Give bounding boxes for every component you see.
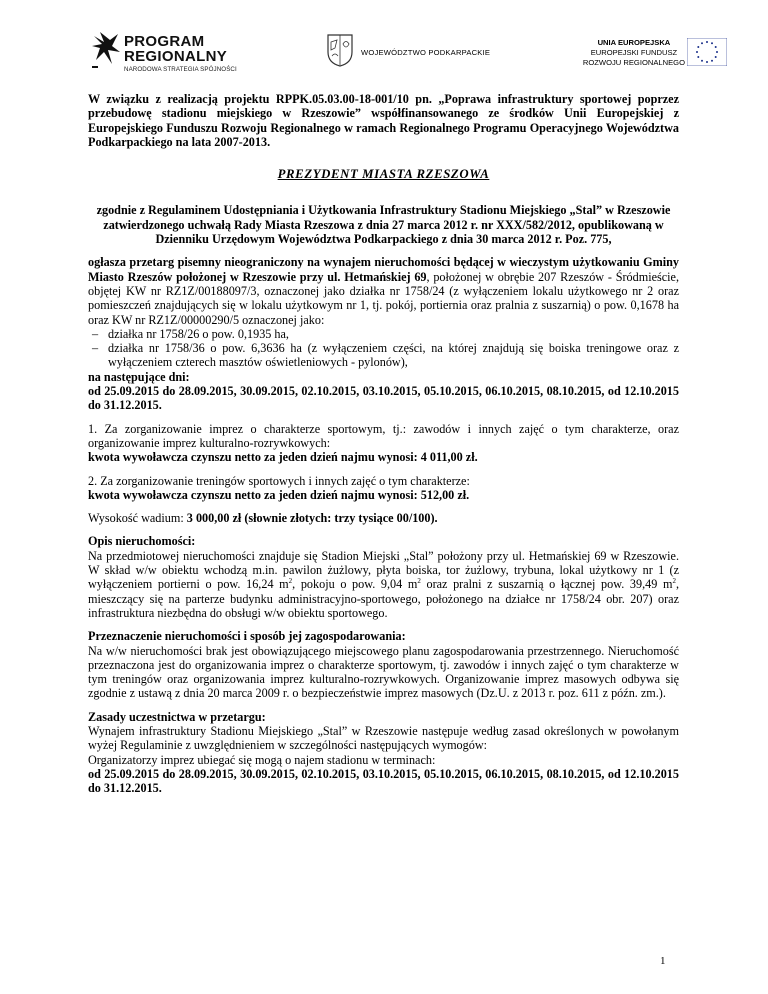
- eu-logo-text: [583, 38, 685, 68]
- description-part-a: Na przedmiotowej nieruchomości znajduje się Stadion Miejski „Stal” położony przy ul. Hetmańskiej 69 w Rzeszowie. W skład w/w obiektu wchodzą m.in. pawilon żużlowy, płyta boiska, tor żużlowy, trybuna, lokal użytkowy nr 1 (z wyłączeniem portierni o pow. 16,24 m: [88, 548, 679, 592]
- superscript-2: 2: [672, 577, 676, 586]
- rental-dates: od 25.09.2015 do 28.09.2015, 30.09.2015, 02.10.2015, 03.10.2015, 05.10.2015, 06.10.2015, 08.10.2015, od 12.10.2015 do 31.12.2015.: [88, 384, 679, 413]
- voivodeship-logo-text: WOJEWÓDZTWO PODKARPACKIE: [361, 48, 491, 57]
- rules-heading: Zasady uczestnictwa w przetargu:: [88, 709, 266, 724]
- list-item: – działka nr 1758/36 o pow. 6,3636 ha (z wyłączeniem części, na której znajdują się boiska treningowe oraz z wyłączeniem czterech masztów oświetleniowych - pylonów),: [88, 341, 679, 370]
- program-logo-text: [124, 34, 227, 64]
- point1-price: kwota wywoławcza czynszu netto za jeden dzień najmu wynosi: 4 011,00 zł.: [88, 450, 478, 465]
- rules-dates: od 25.09.2015 do 28.09.2015, 30.09.2015, 02.10.2015, 03.10.2015, 05.10.2015, 06.10.2015, 08.10.2015, od 12.10.2015 do 31.12.2015.: [88, 766, 679, 796]
- header: [90, 28, 690, 88]
- eu-logo-line2: EUROPEJSKI FUNDUSZ: [590, 48, 678, 57]
- page-number: 1: [660, 955, 666, 967]
- eu-logo: [545, 38, 745, 82]
- deposit-label: Wysokość wadium:: [88, 511, 187, 526]
- deposit-value: 3 000,00 zł (słownie złotych: trzy tysiące 00/100).: [186, 511, 438, 526]
- eu-flag-icon: [687, 38, 727, 66]
- page-title: PREZYDENT MIASTA RZESZOWA: [277, 167, 490, 182]
- rules-text: Wynajem infrastruktury Stadionu Miejskiego „Stal” w Rzeszowie następuje według zasad określonych w powołanym wyżej Regulaminie z uwzględnieniem w szczególności następujących wymogów:: [88, 723, 679, 753]
- point2-price: kwota wywoławcza czynszu netto za jeden dzień najmu wynosi: 512,00 zł.: [88, 487, 470, 502]
- program-logo-line2: REGIONALNY: [124, 48, 228, 65]
- description-part-d: , mieszczący się na parterze budynku administracyjno-sportowego, położonego na działce nr 1758/24 obr. 207) oraz infrastruktura niezbędna do obsługi w/w obiektu sportowego.: [88, 577, 679, 620]
- voivodeship-logo: [325, 32, 525, 72]
- plot-list: [88, 327, 679, 370]
- purpose-text: Na w/w nieruchomości brak jest obowiązującego miejscowego planu zagospodarowania przestrzennego. Nieruchomość przeznaczona jest do organizowania imprez o charakterze sportowym, tj. zawodów i innych zajęć o tym charakterze w tym treningów oraz organizowania imprez kulturalno-rozrywkowych. Organizowanie imprez masowych odbywa się zgodnie z ustawą z dnia 20 marca 2009 r. o bezpieczeństwie imprez masowych (Dz.U. z 2013 r. poz. 611 z późn. zm.).: [88, 643, 679, 701]
- days-label: na następujące dni:: [88, 369, 190, 384]
- announcement-block: [88, 255, 679, 326]
- announcement-lead: ogłasza przetarg pisemny nieograniczony na wynajem nieruchomości będącej w wieczystym użytkowaniu Gminy Miasto Rzeszów położonej w Rzeszowie przy ul. Hetmańskiej 69: [88, 255, 679, 284]
- point2-text: 2. Za zorganizowanie treningów sportowych i innych zajęć o tym charakterze:: [88, 473, 470, 488]
- rules-text-2: Organizatorzy imprez ubiegać się mogą o najem stadionu w terminach:: [88, 752, 436, 767]
- purpose-heading: Przeznaczenie nieruchomości i sposób jej zagospodarowania:: [88, 629, 406, 644]
- list-item: – działka nr 1758/26 o pow. 0,1935 ha,: [88, 327, 679, 341]
- superscript-2: 2: [417, 577, 421, 586]
- program-regionalny-logo: [90, 28, 260, 80]
- eu-logo-line1: UNIA EUROPEJSKA: [597, 38, 671, 47]
- regulation-paragraph: zgodnie z Regulaminem Udostępniania i Użytkowania Infrastruktury Stadionu Miejskiego „Stal” w Rzeszowie zatwierdzonego uchwałą Rady Miasta Rzeszowa z dnia 27 marca 2012 r. nr XXX/582/2012, opublikowaną w Dzienniku Urzędowym Województwa Podkarpackiego z dnia 30 marca 2012 r. Poz. 775,: [96, 203, 671, 247]
- deposit-line: [88, 511, 679, 525]
- intro-paragraph: W związku z realizacją projektu RPPK.05.03.00-18-001/10 pn. „Poprawa infrastruktury sportowej poprzez przebudowę stadionu miejskiego w Rzeszowie” współfinansowanego ze środków Unii Europejskiej z Europejskiego Funduszu Rozwoju Regionalnego w ramach Regionalnego Programu Operacyjnego Województwa Podkarpackiego na lata 2007-2013.: [88, 92, 679, 149]
- description-text: [88, 549, 679, 620]
- eu-logo-line3: ROZWOJU REGIONALNEGO: [582, 58, 685, 67]
- program-logo-line1: PROGRAM: [124, 33, 205, 50]
- description-part-c: oraz pralni z suszarnią o łącznej pow. 39,49 m: [420, 577, 673, 592]
- announcement-lead-rest: , położonej w obrębie 207 Rzeszów - Śródmieście, objętej KW nr RZ1Z/00188097/3, oznaczonej jako działka nr 1758/24 (z wyłączeniem lokalu użytkowego nr 2 oraz pomieszczeń znajdujących się w lokalu użytkowym nr 1, tj. pokój, portiernia oraz pralnia z suszarnią) o pow. 0,1678 ha oraz KW nr RZ1Z/00000290/5 oznaczonej jako:: [88, 269, 679, 327]
- superscript-2: 2: [288, 577, 293, 586]
- document-content: [88, 92, 679, 795]
- point1-text: 1. Za zorganizowanie imprez o charakterze sportowym, tj.: zawodów i innych zajęć o tym charakterze, oraz organizowanie imprez kulturalno-rozrywkowych:: [88, 421, 679, 450]
- coat-of-arms-icon: [325, 32, 355, 68]
- description-part-b: , pokoju o pow. 9,04 m: [292, 577, 418, 592]
- star-mark-icon: [90, 30, 122, 74]
- program-logo-sub: NARODOWA STRATEGIA SPÓJNOŚCI: [124, 66, 237, 73]
- description-heading: Opis nieruchomości:: [88, 534, 196, 549]
